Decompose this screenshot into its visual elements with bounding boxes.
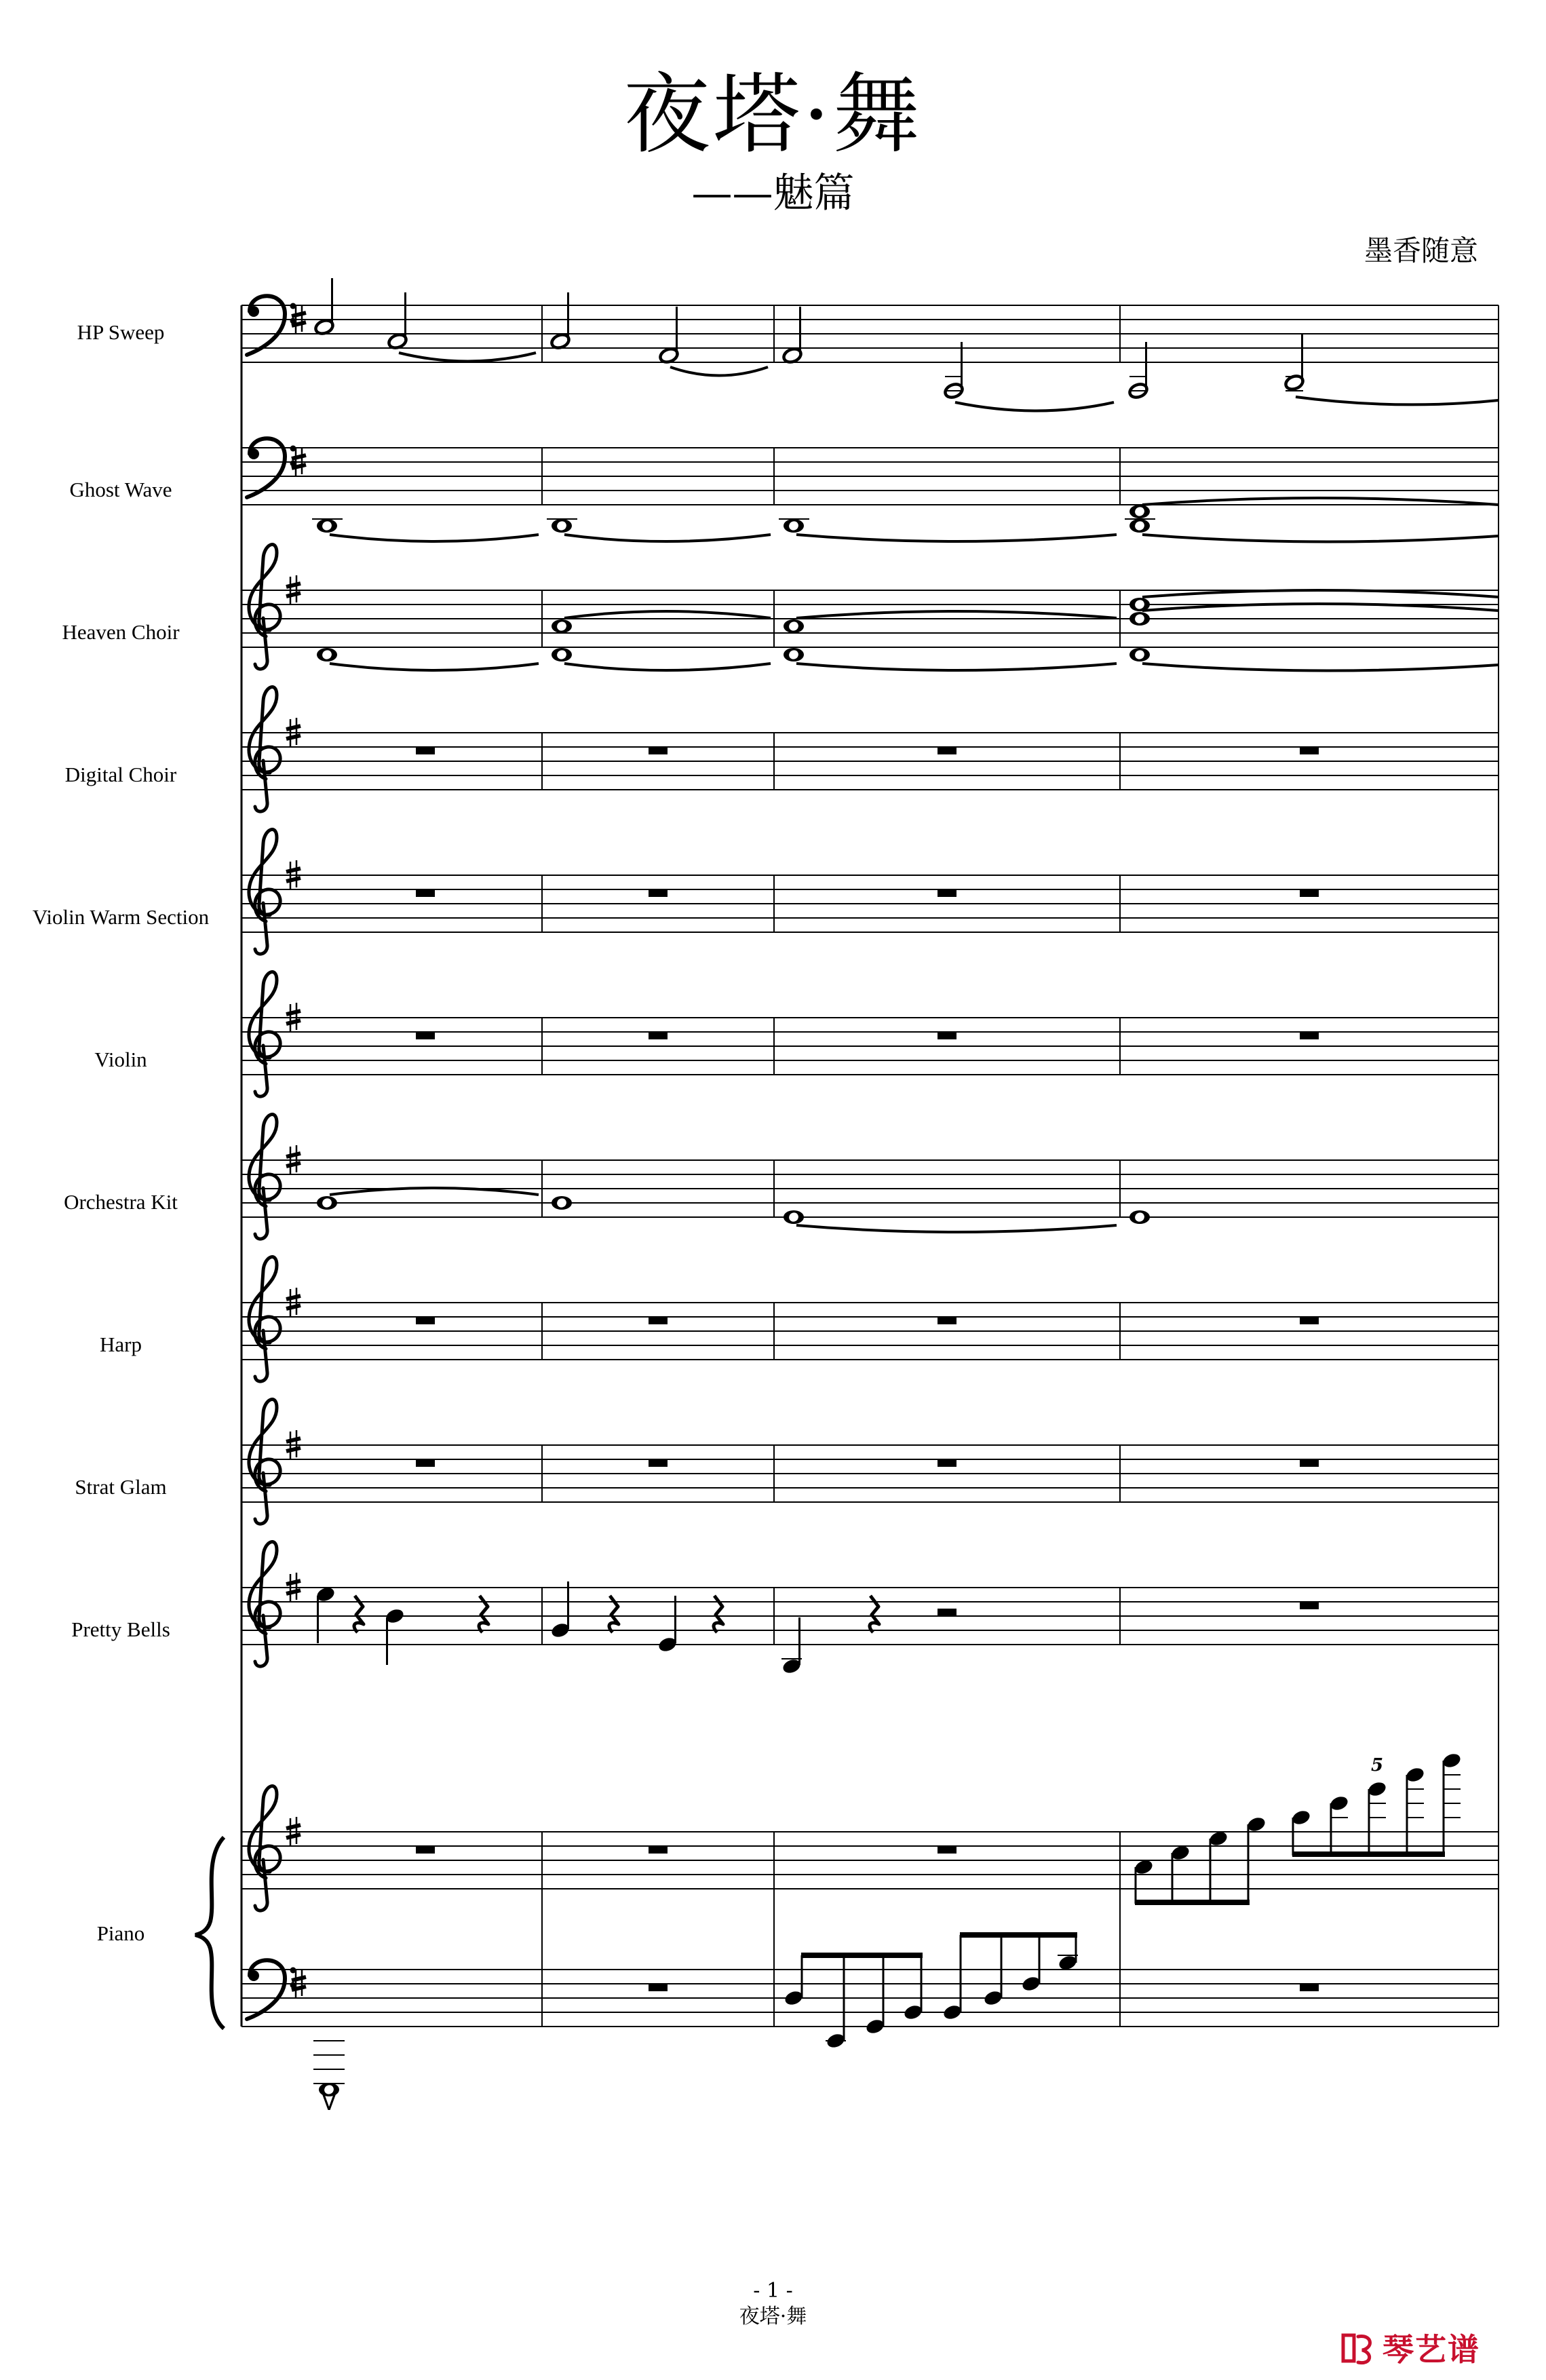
staff-ghost-wave xyxy=(241,438,1499,541)
instrument-label-orchestra-kit: Orchestra Kit xyxy=(64,1190,178,1214)
footer-title: 夜塔·舞 xyxy=(739,2305,807,2328)
score-subtitle: ——魅篇 xyxy=(691,170,855,217)
instrument-label-digital-choir: Digital Choir xyxy=(64,763,177,786)
logo-text: 琴艺谱 xyxy=(1383,2331,1480,2368)
composer-name: 墨香随意 xyxy=(1364,234,1478,267)
staff-digital-choir xyxy=(241,687,1499,812)
instrument-label-hp-sweep: HP Sweep xyxy=(77,320,165,344)
instrument-label-harp: Harp xyxy=(100,1332,142,1356)
staff-pretty-bells xyxy=(241,1542,1499,1676)
page-number: - 1 - xyxy=(753,2279,793,2303)
instrument-label-piano: Piano xyxy=(96,1921,145,1945)
staff-harp xyxy=(241,1257,1499,1382)
staff-orchestra-kit xyxy=(241,1115,1499,1240)
tuplet-number: 5 xyxy=(1370,1755,1384,1776)
staff-heaven-choir xyxy=(241,545,1499,671)
instrument-label-violin: Violin xyxy=(94,1048,147,1071)
staff-violin-warm-section xyxy=(241,830,1499,955)
accent-mark: > xyxy=(315,2091,345,2113)
instrument-label-violin-warm-section: Violin Warm Section xyxy=(32,905,210,929)
instrument-label-ghost-wave: Ghost Wave xyxy=(69,478,172,501)
staff-strat-glam xyxy=(241,1400,1499,1524)
staff-hp-sweep xyxy=(241,278,1499,411)
instrument-label-strat-glam: Strat Glam xyxy=(75,1475,167,1499)
score-title: 夜塔·舞 xyxy=(623,64,923,166)
qinyipu-logo-icon xyxy=(1338,2327,1378,2368)
instrument-label-heaven-choir: Heaven Choir xyxy=(62,620,180,644)
staff-violin xyxy=(241,972,1499,1097)
instrument-label-pretty-bells: Pretty Bells xyxy=(71,1617,170,1641)
staff-piano-bass xyxy=(241,1932,1499,2113)
site-logo xyxy=(1338,2327,1480,2368)
